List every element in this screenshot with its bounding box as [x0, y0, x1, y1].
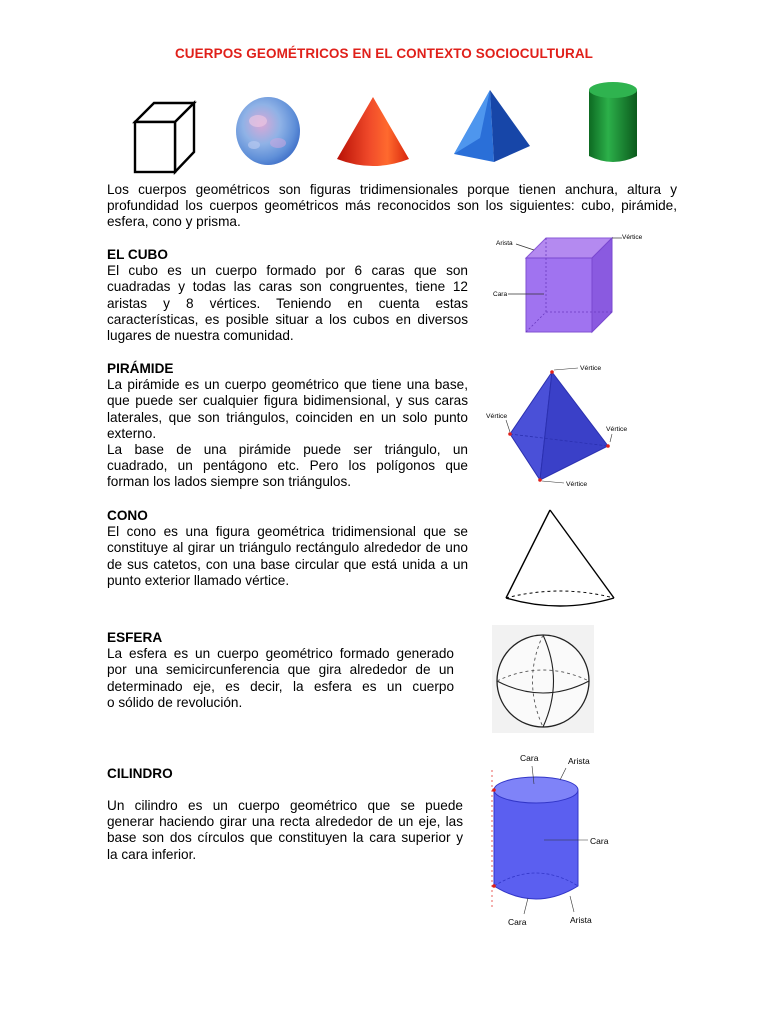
piramide-label-top: Vértice [580, 365, 602, 372]
hero-cube-illustration [132, 100, 198, 176]
intro-paragraph [107, 182, 677, 231]
cilindro-section [107, 766, 463, 782]
piramide-section [107, 361, 468, 491]
cubo-line: características, es posible situar a los cubos en diversos [107, 311, 468, 327]
cilindro-line: base son dos círculos que constituyen la cara superior y [107, 830, 463, 846]
cilindro-line: generar haciendo girar una recta alrededor de un eje, las [107, 814, 463, 830]
cubo-line: aristas y 8 vértices. Teniendo en cuenta estas [107, 295, 468, 311]
cono-line: punto exterior llamado vértice. [107, 572, 290, 588]
cilindro-label-bottom-cara: Cara [508, 917, 527, 927]
cilindro-label-top-arista: Arista [568, 756, 590, 766]
cubo-line: cuadradas y todas las caras son congruentes, tiene 12 [107, 279, 468, 295]
esfera-line: La esfera es un cuerpo geométrico formado generado [107, 646, 454, 662]
cono-line: constituye al girar un triángulo rectángulo alrededor de uno [107, 540, 468, 556]
esfera-line: determinado eje, es decir, la esfera es un cuerpo [107, 678, 454, 694]
piramide-line: forman los lados siempre son triángulos. [107, 474, 352, 490]
cono-section [107, 508, 468, 589]
cilindro-label-bottom-arista: Arista [570, 915, 592, 925]
piramide-label-right: Vértice [606, 426, 628, 433]
piramide-label-bottom: Vértice [566, 481, 588, 488]
hero-cone-illustration [333, 95, 411, 171]
esfera-diagram [492, 625, 594, 733]
piramide-line: La base de una pirámide puede ser triángulo, un [107, 442, 468, 458]
piramide-heading: PIRÁMIDE [107, 361, 174, 376]
piramide-line: La pirámide es un cuerpo geométrico que tiene una base, [107, 377, 468, 393]
cubo-diagram [488, 228, 658, 340]
cubo-section [107, 247, 468, 344]
page-title: CUERPOS GEOMÉTRICOS EN EL CONTEXTO SOCIOCULTURAL [174, 46, 594, 61]
piramide-line: que puede ser cualquier figura bidimensional, y sus caras [107, 393, 468, 409]
piramide-line: cuadrado, un pentágono etc. Pero los polígonos que [107, 458, 468, 474]
cubo-label-cara: Cara [493, 291, 508, 298]
cubo-label-vertice: Vértice [622, 234, 643, 241]
cono-diagram [498, 506, 624, 614]
cilindro-line: Un cilindro es un cuerpo geométrico que se puede [107, 798, 463, 813]
piramide-label-left: Vértice [486, 413, 508, 420]
cubo-line: El cubo es un cuerpo formado por 6 caras que son [107, 263, 468, 279]
cilindro-diagram [484, 748, 624, 930]
piramide-line: externo. [107, 425, 157, 441]
hero-pyramid-illustration [450, 88, 532, 164]
piramide-line: laterales, que son triángulos, coinciden en un solo punto [107, 409, 468, 425]
esfera-heading: ESFERA [107, 630, 163, 645]
esfera-line: por una semicircunferencia que gira alrededor de un [107, 662, 454, 678]
cilindro-body [107, 798, 463, 863]
intro-line: profundidad los cuerpos geométricos más reconocidos son los siguientes: cubo, pirámide, [107, 198, 677, 214]
cubo-line: lugares de nuestra comunidad. [107, 328, 294, 344]
cono-heading: CONO [107, 508, 148, 523]
cilindro-line: la cara inferior. [107, 846, 197, 862]
cubo-label-arista: Arista [496, 240, 513, 247]
hero-sphere-illustration [234, 95, 302, 167]
hero-cylinder-illustration [586, 80, 640, 166]
esfera-line: o sólido de revolución. [107, 694, 243, 710]
cilindro-heading: CILINDRO [107, 766, 173, 781]
cilindro-label-top-cara: Cara [520, 753, 539, 763]
cono-line: de sus catetos, con una base circular que está unida a un [107, 556, 468, 572]
cono-line: El cono es una figura geométrica tridimensional que se [107, 524, 468, 540]
esfera-section [107, 630, 454, 711]
cilindro-label-side-cara: Cara [590, 836, 609, 846]
piramide-diagram [484, 360, 644, 490]
intro-line: esfera, cono y prisma. [107, 214, 241, 230]
cubo-heading: EL CUBO [107, 247, 168, 262]
intro-line: Los cuerpos geométricos son figuras tridimensionales porque tienen anchura, altura y [107, 182, 677, 197]
